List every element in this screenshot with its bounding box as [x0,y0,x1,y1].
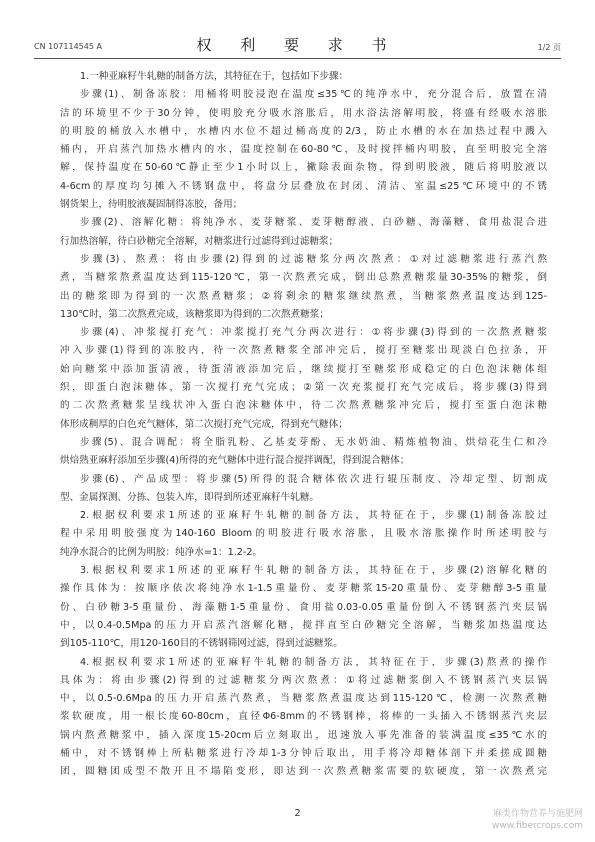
watermark [492,808,583,832]
text-line: 解，保持温度在50-60℃静止至少1小时以上，撇除表面杂物，得到明胶液，随后将明胶液以 [60,162,547,174]
header-rule [34,58,561,59]
text-line: 桶中，对不锈钢棒上所粘糖浆进行冷却1-3分钟后取出，用手将冷却糖体剖下并柔搓成圆糖 [60,747,547,759]
text-line: 的明胶的桶放入水槽中，水槽内水位不超过桶高度的2/3，防止水槽的水在加热过程中溅入 [60,125,547,137]
text-line: 步骤(1)、制备冻胶：用桶将明胶浸泡在温度≤35℃的纯净水中，充分混合后，放置在清 [80,89,547,101]
page-indicator: 1/2 页 [537,43,561,52]
text-line: 操作具体为：按顺序依次将纯净水1-1.5重量份、麦芽糖浆15-20重量份、麦芽糖醇3-5重量 [60,583,547,595]
text-line: 始向糖浆中添加蛋清液，待蛋清液添加完后，继续搅打至糖浆形成稳定的白色泡沫糖体组 [60,363,547,375]
text-line: 的二次熬煮糖浆呈线状冲入蛋白泡沫糖体中，待二次熬煮糖浆冲完后，搅打至蛋白泡沫糖 [60,400,547,412]
watermark-title: 麻类作物营养与施肥网 [492,809,583,819]
text-line: 浆软硬度，用一根长度60-80cm，直径Φ6-8mm的不锈钢棒，将棒的一头插入不锈钢蒸汽夹层 [60,711,547,723]
text-line: 步骤(2)、溶解化糖：将纯净水、麦芽糖浆、麦芽糖醇液、白砂糖、海藻糖、食用盐混合进 [80,217,547,229]
text-line: 步骤(4)、冲浆搅打充气：冲浆搅打充气分两次进行：①将步骤(3)得到的一次熬煮糖浆 [80,327,547,339]
text-line: 份、白砂糖3-5重量份、海藻糖1-5重量份、食用盐0.03-0.05重量份倒入不锈钢蒸汽夹层锅 [60,601,547,613]
watermark-url: www.fibercrops.com [492,821,583,831]
text-line: 型、金属探测、分拣、包装入库，即得到所述亚麻籽牛轧糖。 [60,491,320,503]
text-line: 130℃时，第二次熬煮完成，该糖浆即为得到的二次熬煮糖浆； [60,308,329,320]
text-line: 到105-110℃，用120-160目的不锈钢筛网过滤，得到过滤糖浆。 [60,638,343,650]
text-line: 织，即蛋白泡沫糖体，第一次搅打充气完成；②第一次充浆搅打充气完成后，将步骤(3)得到 [60,382,547,394]
text-line: 出的糖浆即为得到的一次熬煮糖浆；②将剩余的糖浆继续熬煮，当糖浆熬煮温度达到125- [60,290,547,302]
document-title: 权 利 要 求 书 [196,36,399,54]
text-line: 2.根据权利要求1所述的亚麻籽牛轧糖的制备方法，其特征在于，步骤(1)制备冻胶过 [80,510,547,522]
text-line: 团，圆糖团成型不散开且不塌陷变形，即达到一次熬煮糖浆需要的软硬度，第一次熬煮完 [60,766,547,778]
text-line: 中，以0.5-0.6Mpa的压力开启蒸汽熬煮，当糖浆熬煮温度达到115-120℃，检测一次熬煮糖 [60,693,547,705]
text-line: 烘焙熟亚麻籽添加至步骤(4)所得的充气糖体中进行混合搅拌调配，得到混合糖体； [60,455,410,467]
text-line: 步骤(5)、混合调配：将全脂乳粉、乙基麦芽酚、无水奶油、精炼植物油、烘焙花生仁和冷 [80,436,547,448]
text-line: 洁的环境里不少于30分钟，使明胶充分吸水溶胀后，用水浴法溶解明胶，将盛有经吸水溶胀 [60,107,547,119]
claims-body [60,68,547,782]
text-line: 步骤(6)、产品成型：将步骤(5)所得的混合糖体依次进行辊压制皮、冷却定型、切割成 [80,473,547,485]
text-line: 4-6cm的厚度均匀摊入不锈钢盘中，将盘分层叠放在封闭、清洁、室温≤25℃环境中的不锈 [60,180,547,192]
text-line: 4.根据权利要求1所述的亚麻籽牛轧糖的制备方法，其特征在于，步骤(3)熬煮的操作 [80,656,547,668]
text-line: 冲入步骤(1)得到的冻胶内，待一次熬煮糖浆全部冲完后，搅打至糖浆出现淡白色拉条，开 [60,345,547,357]
text-line: 步骤(3)、熬煮：将由步骤(2)得到的过滤糖浆分两次熬煮：①对过滤糖浆进行蒸汽熬 [80,253,547,265]
publication-number: CN 107114545 A [34,42,102,51]
text-line: 中，以0.4-0.5Mpa的压力开启蒸汽溶解化糖，搅拌直至白砂糖完全溶解，当糖浆加热温度达 [60,619,547,631]
text-line: 3.根据权利要求1所述的亚麻籽牛轧糖的制备方法，其特征在于，步骤(2)溶解化糖的 [80,565,547,577]
text-line: 纯净水混合的比例为明胶：纯净水=1：1.2-2。 [60,546,263,558]
text-line: 行加热溶解，待白砂糖完全溶解，对糖浆进行过滤得到过滤糖浆； [60,235,339,247]
text-line: 钢货架上，待明胶液凝固制得冻胶，备用； [60,199,243,211]
text-line: 程中采用明胶强度为140-160 Bloom的明胶进行吸水溶胀，且吸水溶胀操作时所述明胶与 [60,528,547,540]
text-line: 体形成稠厚的白色充气糖体，第二次搅打充气完成，得到充气糖体； [60,418,348,430]
text-line: 桶内，开启蒸汽加热水槽内的水，温度控制在60-80℃，及时搅拌桶内明胶，直至明胶完全溶 [60,144,547,156]
text-line: 锅内熬煮糖浆中，插入深度15-20cm后立刻取出，迅速放入事先准备的装满温度≤35℃水的 [60,729,547,741]
text-line: 1.一种亚麻籽牛轧糖的制备方法，其特征在于，包括如下步骤： [80,71,349,82]
page-header [34,26,561,58]
text-line: 具体为：将由步骤(2)得到的过滤糖浆分两次熬煮：①将过滤糖浆倒入不锈钢蒸汽夹层锅 [60,674,547,686]
text-line: 煮，当糖浆熬煮温度达到115-120℃，第一次熬煮完成，倒出总熬煮糖浆量30-35%的糖浆，倒 [60,272,547,284]
page-number: 2 [294,808,301,819]
